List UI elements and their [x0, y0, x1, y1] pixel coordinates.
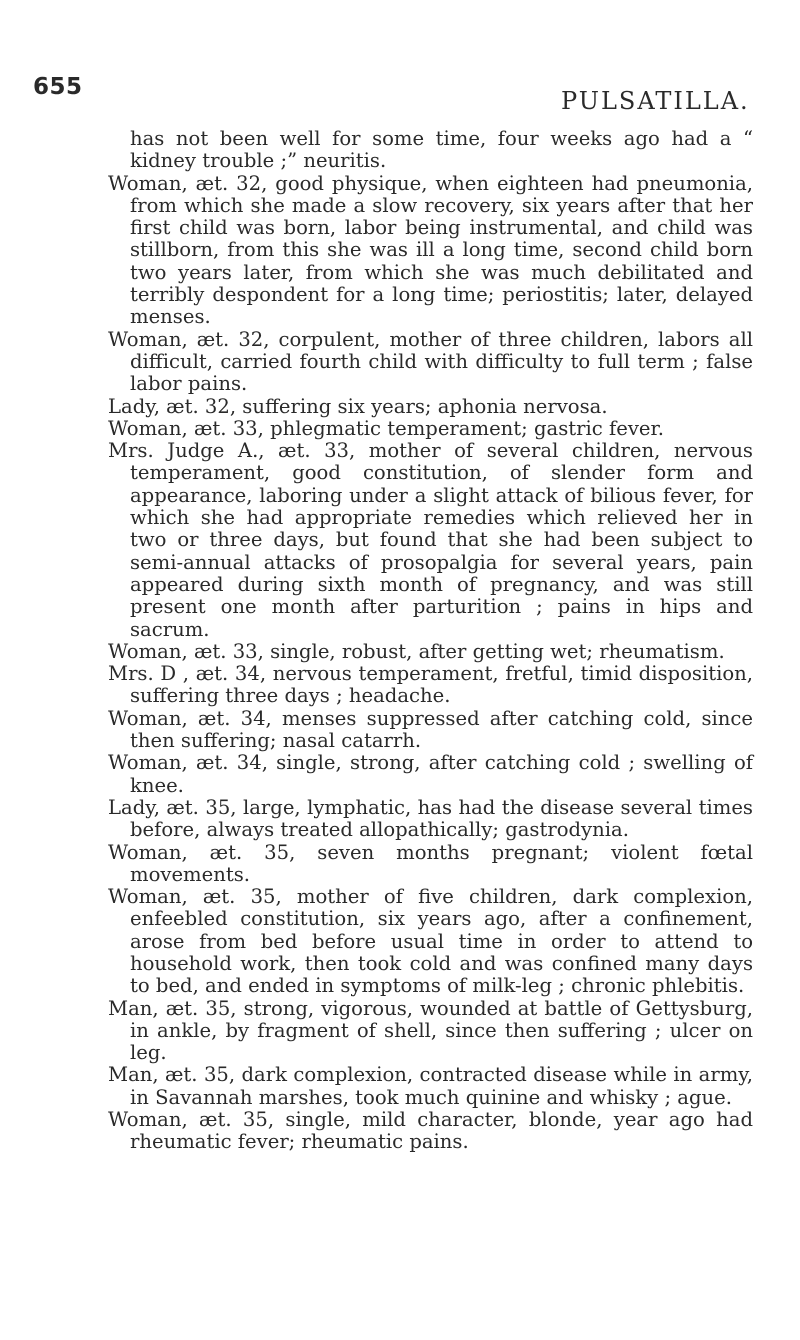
case-entry: Woman, æt. 32, good physique, when eighteen had pneumonia, from which she made a slow recovery, six years after that her first child was born, labor being instrumental, and child was stillborn, from this she was ill a long time, second child born two years later, from which she was much debilitated and terribly despondent for a long time; periostitis; later, delayed menses.	[108, 171, 753, 329]
case-entry: Man, æt. 35, dark complexion, contracted disease while in army, in Savannah marshes, took much quinine and whisky ; ague.	[108, 1063, 753, 1109]
case-list	[108, 128, 753, 1154]
case-entry: Woman, æt. 35, seven months pregnant; violent fœtal movements.	[108, 840, 753, 886]
case-entry: Man, æt. 35, strong, vigorous, wounded at battle of Gettysburg, in ankle, by fragment of shell, since then suffering ; ulcer on leg.	[108, 996, 753, 1065]
case-entry: Woman, æt. 33, phlegmatic temperament; gastric fever.	[108, 416, 664, 440]
page-number: 655	[33, 74, 83, 100]
case-entry: Mrs. Judge A., æt. 33, mother of several children, nervous temperament, good constitution, of slender form and appearance, laboring under a slight attack of bilious fever, for which she had appropriate remedies which relieved her in two or three days, but found that she had been subject to semi-annual attacks of prosopalgia for several years, pain appeared during sixth month of pregnancy, and was still present one month after parturition ; pains in hips and sacrum.	[108, 439, 753, 641]
running-head: PULSATILLA.	[561, 87, 750, 115]
case-entry: Lady, æt. 35, large, lymphatic, has had the disease several times before, always treated allopathically; gastrodynia.	[108, 795, 753, 842]
case-entry: Mrs. D , æt. 34, nervous temperament, fretful, timid disposition, suffering three days ; headache.	[108, 662, 753, 708]
case-entry: Woman, æt. 35, single, mild character, blonde, year ago had rheumatic fever; rheumatic pains.	[108, 1108, 753, 1154]
case-entry: has not been well for some time, four weeks ago had a “ kidney trouble ;” neuritis.	[130, 127, 753, 173]
case-entry: Woman, æt. 34, menses suppressed after catching cold, since then suffering; nasal catarrh.	[108, 706, 753, 753]
case-entry: Woman, æt. 32, corpulent, mother of three children, labors all difficult, carried fourth child with difficulty to full term ; false labor pains.	[108, 327, 753, 396]
case-entry: Woman, æt. 33, single, robust, after getting wet; rheumatism.	[108, 639, 725, 663]
case-entry: Woman, æt. 35, mother of five children, dark complexion, enfeebled constitution, six years ago, after a confinement, arose from bed before usual time in order to attend to household work, then took cold and was confined many days to bed, and ended in symptoms of milk-leg ; chronic phlebitis.	[108, 885, 753, 998]
case-entry: Woman, æt. 34, single, strong, after catching cold ; swelling of knee.	[108, 751, 753, 797]
case-entry: Lady, æt. 32, suffering six years; aphonia nervosa.	[108, 394, 608, 418]
